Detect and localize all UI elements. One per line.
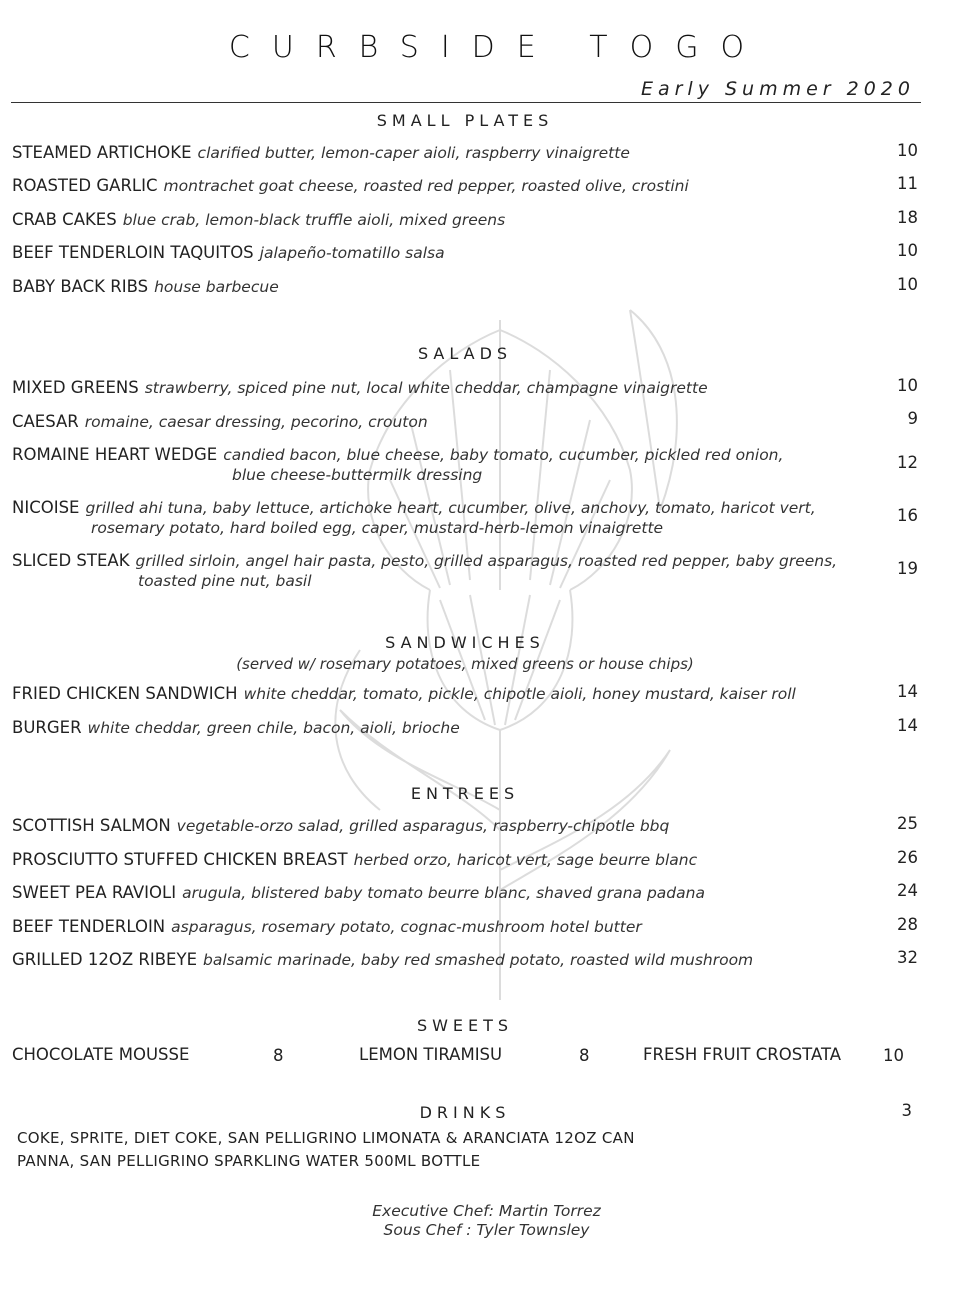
section-heading-drinks: DRINKS [419, 1103, 511, 1122]
menu-item: SCOTTISH SALMON vegetable-orzo salad, grilled asparagus, raspberry-chipotle bbq [12, 816, 670, 835]
executive-chef-credit: Executive Chef: Martin Torrez [372, 1202, 601, 1220]
menu-item: BABY BACK RIBS house barbecue [12, 277, 279, 296]
menu-season-subtitle: Early Summer 2020 [640, 78, 915, 100]
menu-item: SLICED STEAK grilled sirloin, angel hair pasta, pesto, grilled asparagus, roasted red pepper, baby greens, [12, 551, 838, 570]
section-heading-sandwiches: SANDWICHES [385, 633, 545, 652]
header-divider [11, 102, 921, 103]
sweet-item-name: CHOCOLATE MOUSSE [12, 1045, 190, 1064]
item-price: 19 [897, 559, 918, 578]
menu-item: ROMAINE HEART WEDGE candied bacon, blue cheese, baby tomato, cucumber, pickled red onion, [12, 445, 784, 464]
menu-item: BEEF TENDERLOIN asparagus, rosemary potato, cognac-mushroom hotel butter [12, 917, 642, 936]
item-price: 32 [897, 948, 918, 967]
sandwiches-note: (served w/ rosemary potatoes, mixed greens or house chips) [236, 655, 694, 673]
item-price: 10 [897, 141, 918, 160]
item-price: 9 [907, 409, 918, 428]
item-price: 18 [897, 208, 918, 227]
item-price: 24 [897, 881, 918, 900]
item-price: 10 [897, 241, 918, 260]
section-heading-salads: SALADS [417, 344, 513, 363]
menu-item: MIXED GREENS strawberry, spiced pine nut, local white cheddar, champagne vinaigrette [12, 378, 708, 397]
sweet-item-price: 8 [579, 1046, 590, 1065]
menu-item: NICOISE grilled ahi tuna, baby lettuce, artichoke heart, cucumber, olive, anchovy, tomato, haricot vert, [12, 498, 816, 517]
menu-item: SWEET PEA RAVIOLI arugula, blistered baby tomato beurre blanc, shaved grana padana [12, 883, 705, 902]
drinks-line-bottles: PANNA, SAN PELLIGRINO SPARKLING WATER 500ML BOTTLE [17, 1152, 481, 1170]
sweet-item-name: FRESH FRUIT CROSTATA [643, 1045, 842, 1064]
menu-item: BEEF TENDERLOIN TAQUITOS jalapeño-tomatillo salsa [12, 243, 445, 262]
section-heading-small-plates: SMALL PLATES [376, 111, 554, 130]
sweet-item-price: 8 [273, 1046, 284, 1065]
menu-item-description-continued: rosemary potato, hard boiled egg, caper, mustard-herb-lemon vinaigrette [91, 519, 664, 537]
item-price: 10 [897, 275, 918, 294]
item-price: 14 [897, 682, 918, 701]
sweet-item-name: LEMON TIRAMISU [359, 1045, 503, 1064]
item-price: 16 [897, 506, 918, 525]
menu-item-description-continued: toasted pine nut, basil [138, 572, 312, 590]
item-price: 12 [897, 453, 918, 472]
section-heading-entrees: ENTREES [410, 784, 520, 803]
menu-item-description-continued: blue cheese-buttermilk dressing [232, 466, 483, 484]
item-price: 25 [897, 814, 918, 833]
menu-item: BURGER white cheddar, green chile, bacon, aioli, brioche [12, 718, 460, 737]
menu-item: CAESAR romaine, caesar dressing, pecorino, crouton [12, 412, 428, 431]
drinks-price: 3 [901, 1101, 912, 1120]
sweet-item-price: 10 [883, 1046, 904, 1065]
menu-item: CRAB CAKES blue crab, lemon-black truffle aioli, mixed greens [12, 210, 506, 229]
menu-item: FRIED CHICKEN SANDWICH white cheddar, tomato, pickle, chipotle aioli, honey mustard, kaiser roll [12, 684, 796, 703]
sous-chef-credit: Sous Chef : Tyler Townsley [383, 1221, 590, 1239]
menu-item: ROASTED GARLIC montrachet goat cheese, roasted red pepper, roasted olive, crostini [12, 176, 689, 195]
menu-item: STEAMED ARTICHOKE clarified butter, lemon-caper aioli, raspberry vinaigrette [12, 143, 630, 162]
drinks-line-cans: COKE, SPRITE, DIET COKE, SAN PELLIGRINO LIMONATA & ARANCIATA 12OZ CAN [17, 1129, 635, 1147]
section-heading-sweets: SWEETS [416, 1016, 514, 1035]
item-price: 11 [897, 174, 918, 193]
item-price: 14 [897, 716, 918, 735]
item-price: 26 [897, 848, 918, 867]
item-price: 28 [897, 915, 918, 934]
menu-item: GRILLED 12OZ RIBEYE balsamic marinade, baby red smashed potato, roasted wild mushroom [12, 950, 754, 969]
restaurant-title: CURBSIDE TOGO [228, 30, 767, 65]
menu-item: PROSCIUTTO STUFFED CHICKEN BREAST herbed orzo, haricot vert, sage beurre blanc [12, 850, 698, 869]
item-price: 10 [897, 376, 918, 395]
